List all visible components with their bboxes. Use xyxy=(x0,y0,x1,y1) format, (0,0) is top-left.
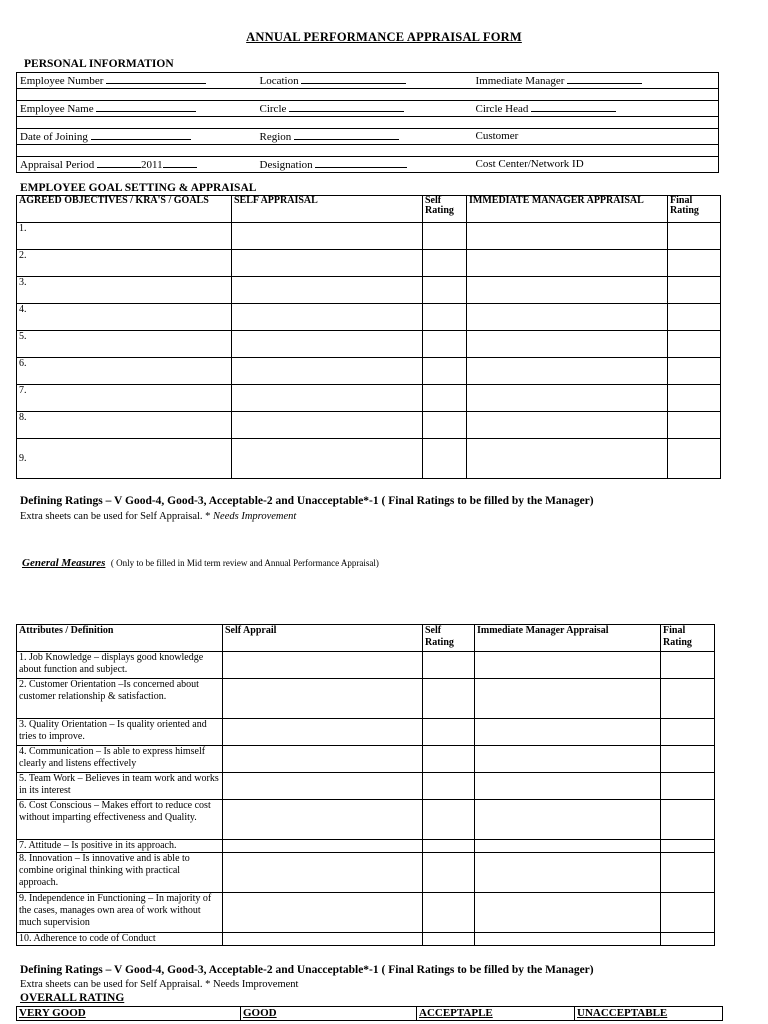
designation-field[interactable] xyxy=(257,157,473,173)
attribute-definition: 10. Adherence to code of Conduct xyxy=(17,933,223,946)
goal-cell[interactable] xyxy=(232,358,423,385)
goal-cell[interactable] xyxy=(668,412,721,439)
attr-cell[interactable] xyxy=(475,679,661,719)
attr-cell[interactable] xyxy=(223,933,423,946)
goal-cell[interactable] xyxy=(668,304,721,331)
attribute-definition: 7. Attitude – Is positive in its approach. xyxy=(17,840,223,853)
extra-sheets-text: Extra sheets can be used for Self Appraisal. * xyxy=(20,511,214,522)
attr-cell[interactable] xyxy=(475,800,661,840)
attr-cell[interactable] xyxy=(475,719,661,746)
goal-cell[interactable] xyxy=(467,277,668,304)
attr-col-self-rating: Self Rating xyxy=(423,625,475,652)
attr-cell[interactable] xyxy=(223,719,423,746)
goal-cell[interactable] xyxy=(423,223,467,250)
personal-info-heading: PERSONAL INFORMATION xyxy=(24,58,174,70)
customer-label: Customer xyxy=(475,130,519,142)
appraisal-period-label: Appraisal Period xyxy=(20,159,95,171)
attr-cell[interactable] xyxy=(661,652,715,679)
attr-cell[interactable] xyxy=(223,800,423,840)
attr-cell[interactable] xyxy=(661,719,715,746)
goal-row xyxy=(17,223,721,250)
goal-row xyxy=(17,304,721,331)
personal-info-table xyxy=(16,72,719,173)
goal-col-manager-appraisal: IMMEDIATE MANAGER APPRAISAL xyxy=(467,196,668,223)
goal-row-number[interactable]: 6. xyxy=(17,358,232,385)
extra-sheets-note-2: Extra sheets can be used for Self Appraisal. * Needs Improvement xyxy=(20,979,299,990)
attribute-row xyxy=(17,840,715,853)
goal-cell[interactable] xyxy=(467,385,668,412)
attr-cell[interactable] xyxy=(661,853,715,893)
circle-head-field[interactable] xyxy=(473,101,719,117)
goal-cell[interactable] xyxy=(423,385,467,412)
goal-cell[interactable] xyxy=(423,331,467,358)
goal-cell[interactable] xyxy=(232,223,423,250)
attr-cell[interactable] xyxy=(223,746,423,773)
attr-cell[interactable] xyxy=(223,893,423,933)
attribute-row xyxy=(17,933,715,946)
immediate-manager-label: Immediate Manager xyxy=(475,75,565,87)
goal-col-final-rating: Final Rating xyxy=(668,196,721,223)
goal-cell[interactable] xyxy=(232,439,423,479)
goal-cell[interactable] xyxy=(423,439,467,479)
goal-row xyxy=(17,385,721,412)
overall-rating-heading: OVERALL RATING xyxy=(20,992,125,1004)
attribute-row xyxy=(17,773,715,800)
employee-name-label: Employee Name xyxy=(20,103,94,115)
general-measures-note: ( Only to be filled in Mid term review and Annual Performance Appraisal) xyxy=(110,558,379,568)
attr-cell[interactable] xyxy=(423,800,475,840)
date-of-joining-field[interactable] xyxy=(17,129,257,145)
appraisal-period-field[interactable] xyxy=(17,157,257,173)
attr-cell[interactable] xyxy=(423,719,475,746)
designation-label: Designation xyxy=(259,159,313,171)
spacer-row xyxy=(17,145,719,157)
attr-cell[interactable] xyxy=(475,853,661,893)
attr-cell[interactable] xyxy=(423,652,475,679)
spacer-row xyxy=(17,89,719,101)
goal-row-number[interactable]: 4. xyxy=(17,304,232,331)
attribute-definition: 1. Job Knowledge – displays good knowledge about function and subject. xyxy=(17,652,223,679)
attr-cell[interactable] xyxy=(423,679,475,719)
goal-row xyxy=(17,277,721,304)
general-measures-label: General Measures xyxy=(22,557,106,569)
goal-row xyxy=(17,331,721,358)
goal-row xyxy=(17,250,721,277)
goal-row-number[interactable]: 3. xyxy=(17,277,232,304)
goal-row xyxy=(17,412,721,439)
attr-cell[interactable] xyxy=(223,679,423,719)
goal-cell[interactable] xyxy=(467,412,668,439)
cost-center-label: Cost Center/Network ID xyxy=(475,158,584,170)
attribute-definition: 3. Quality Orientation – Is quality oriented and tries to improve. xyxy=(17,719,223,746)
goal-cell[interactable] xyxy=(668,277,721,304)
goal-col-objectives: AGREED OBJECTIVES / KRA'S / GOALS xyxy=(17,196,232,223)
rating-definition-2: Defining Ratings – V Good-4, Good-3, Acceptable-2 and Unacceptable*-1 ( Final Ratings to be filled by the Manager) xyxy=(20,964,594,976)
location-label: Location xyxy=(259,75,299,87)
attr-cell[interactable] xyxy=(475,773,661,800)
goal-row xyxy=(17,439,721,479)
attr-cell[interactable] xyxy=(223,853,423,893)
overall-unacceptable[interactable]: UNACCEPTABLE xyxy=(575,1007,723,1021)
attr-cell[interactable] xyxy=(423,840,475,853)
region-label: Region xyxy=(259,131,292,143)
attr-col-definition: Attributes / Definition xyxy=(17,625,223,652)
goal-cell[interactable] xyxy=(467,439,668,479)
circle-head-label: Circle Head xyxy=(475,103,529,115)
goal-row-number[interactable]: 8. xyxy=(17,412,232,439)
attr-cell[interactable] xyxy=(661,773,715,800)
attr-cell[interactable] xyxy=(661,800,715,840)
goal-cell[interactable] xyxy=(467,358,668,385)
goal-col-self-rating: Self Rating xyxy=(423,196,467,223)
attribute-definition: 4. Communication – Is able to express himself clearly and listens effectively xyxy=(17,746,223,773)
goal-cell[interactable] xyxy=(232,385,423,412)
attr-cell[interactable] xyxy=(475,840,661,853)
goal-col-self-appraisal: SELF APPRAISAL xyxy=(232,196,423,223)
attribute-definition: 8. Innovation – Is innovative and is able to combine original thinking with practical approach. xyxy=(17,853,223,893)
attr-cell[interactable] xyxy=(223,652,423,679)
employee-number-field[interactable] xyxy=(17,73,257,89)
goal-cell[interactable] xyxy=(423,304,467,331)
attr-cell[interactable] xyxy=(475,652,661,679)
goal-cell[interactable] xyxy=(467,223,668,250)
attribute-row xyxy=(17,800,715,840)
attr-cell[interactable] xyxy=(661,893,715,933)
rating-definition-1: Defining Ratings – V Good-4, Good-3, Acceptable-2 and Unacceptable*-1 ( Final Ratings to be filled by the Manager) xyxy=(20,495,594,507)
attribute-definition: 9. Independence in Functioning – In majority of the cases, manages own area of work without much supervision xyxy=(17,893,223,933)
overall-rating-table xyxy=(16,1006,723,1021)
attr-cell[interactable] xyxy=(475,746,661,773)
overall-very-good[interactable]: VERY GOOD xyxy=(17,1007,241,1021)
goal-cell[interactable] xyxy=(668,385,721,412)
goal-row-number[interactable]: 7. xyxy=(17,385,232,412)
goal-cell[interactable] xyxy=(423,358,467,385)
goal-cell[interactable] xyxy=(668,331,721,358)
goal-row xyxy=(17,358,721,385)
needs-improvement-text: Needs Improvement xyxy=(213,511,297,522)
attribute-row xyxy=(17,853,715,893)
goal-cell[interactable] xyxy=(423,277,467,304)
attribute-definition: 2. Customer Orientation –Is concerned about customer relationship & satisfaction. xyxy=(17,679,223,719)
goal-section-heading: EMPLOYEE GOAL SETTING & APPRAISAL xyxy=(20,182,257,194)
general-measures xyxy=(22,557,379,569)
goal-row-number[interactable]: 2. xyxy=(17,250,232,277)
spacer-row xyxy=(17,117,719,129)
attribute-definition: 5. Team Work – Believes in team work and works in its interest xyxy=(17,773,223,800)
attr-cell[interactable] xyxy=(223,840,423,853)
attr-cell[interactable] xyxy=(423,773,475,800)
attr-cell[interactable] xyxy=(661,840,715,853)
attribute-row xyxy=(17,746,715,773)
overall-acceptable[interactable]: ACCEPTAPLE xyxy=(417,1007,575,1021)
employee-name-field[interactable] xyxy=(17,101,257,117)
goal-cell[interactable] xyxy=(232,277,423,304)
attr-cell[interactable] xyxy=(475,893,661,933)
attr-cell[interactable] xyxy=(423,933,475,946)
attributes-table xyxy=(16,624,715,946)
attr-cell[interactable] xyxy=(423,853,475,893)
overall-good[interactable]: GOOD xyxy=(241,1007,417,1021)
attribute-definition: 6. Cost Conscious – Makes effort to reduce cost without imparting effectiveness and Quality. xyxy=(17,800,223,840)
date-of-joining-label: Date of Joining xyxy=(20,131,88,143)
goal-cell[interactable] xyxy=(668,250,721,277)
attr-cell[interactable] xyxy=(475,933,661,946)
employee-number-label: Employee Number xyxy=(20,75,104,87)
attr-col-self-apprail: Self Apprail xyxy=(223,625,423,652)
attribute-row xyxy=(17,679,715,719)
form-title: ANNUAL PERFORMANCE APPRAISAL FORM xyxy=(246,30,522,44)
goal-cell[interactable] xyxy=(467,304,668,331)
goal-cell[interactable] xyxy=(668,358,721,385)
attribute-row xyxy=(17,652,715,679)
attr-cell[interactable] xyxy=(661,746,715,773)
circle-label: Circle xyxy=(259,103,287,115)
goal-row-number[interactable]: 9. xyxy=(17,439,232,479)
attr-cell[interactable] xyxy=(661,933,715,946)
region-field[interactable] xyxy=(257,129,473,145)
circle-field[interactable] xyxy=(257,101,473,117)
goal-row-number[interactable]: 1. xyxy=(17,223,232,250)
goal-cell[interactable] xyxy=(232,331,423,358)
goal-table xyxy=(16,195,721,479)
appraisal-year: 2011 xyxy=(140,159,163,171)
attr-cell[interactable] xyxy=(661,679,715,719)
goal-cell[interactable] xyxy=(423,250,467,277)
goal-cell[interactable] xyxy=(668,439,721,479)
cost-center-field[interactable] xyxy=(473,157,719,173)
extra-sheets-note-1 xyxy=(20,511,296,522)
goal-cell[interactable] xyxy=(232,412,423,439)
location-field[interactable] xyxy=(257,73,473,89)
goal-cell[interactable] xyxy=(232,250,423,277)
attribute-row xyxy=(17,893,715,933)
attr-cell[interactable] xyxy=(423,893,475,933)
goal-cell[interactable] xyxy=(467,331,668,358)
attr-cell[interactable] xyxy=(223,773,423,800)
goal-cell[interactable] xyxy=(467,250,668,277)
immediate-manager-field[interactable] xyxy=(473,73,719,89)
attribute-row xyxy=(17,719,715,746)
attr-cell[interactable] xyxy=(423,746,475,773)
customer-field[interactable] xyxy=(473,129,719,145)
goal-cell[interactable] xyxy=(232,304,423,331)
attr-col-final-rating: Final Rating xyxy=(661,625,715,652)
attr-col-manager-appraisal: Immediate Manager Appraisal xyxy=(475,625,661,652)
goal-cell[interactable] xyxy=(668,223,721,250)
goal-row-number[interactable]: 5. xyxy=(17,331,232,358)
goal-cell[interactable] xyxy=(423,412,467,439)
